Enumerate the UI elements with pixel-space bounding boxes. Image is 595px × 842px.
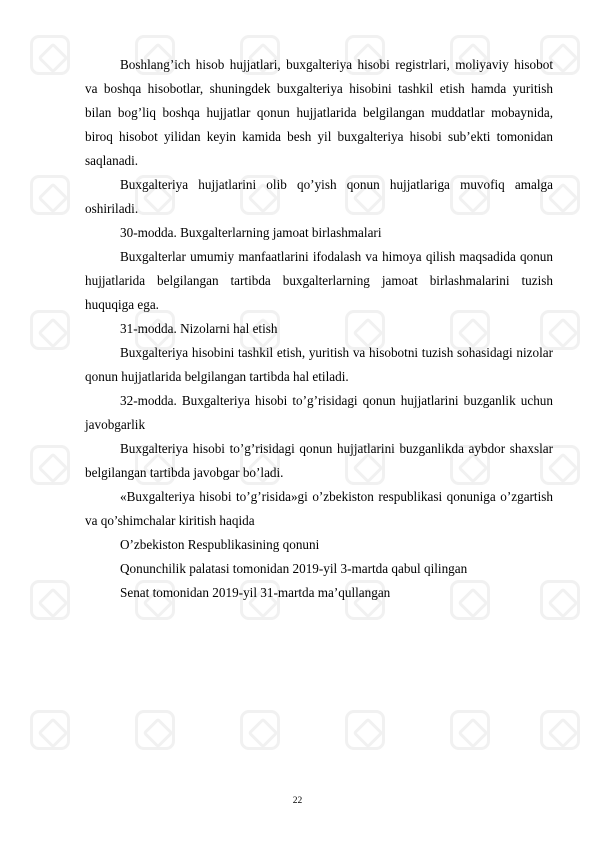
paragraph-liability: Buxgalteriya hisobi to’g’risidagi qonun hujjatlarini buzganlikda aybdor shaxslar belgilangan tartibda javobgar bo’ladi. xyxy=(85,441,553,480)
law-amendment-title: «Buxgalteriya hisobi to’g’risida»gi o’zbekiston respublikasi qonuniga o’zgartish va qo’shimchalar kiritish haqida xyxy=(85,489,553,528)
watermark-logo xyxy=(135,710,175,750)
article-32-heading: 32-modda. Buxgalteriya hisobi to’g’risidagi qonun hujjatlarini buzganlik uchun javobgarlik xyxy=(85,393,553,432)
watermark-logo xyxy=(30,580,70,620)
document-body xyxy=(85,53,553,605)
paragraph-storage-period: Boshlang’ich hisob hujjatlari, buxgalteriya hisobi registrlari, moliyaviy hisobot va boshqa hisobotlar, shuningdek buxgalteriya hisobini tashkil etish hamda yuritish bilan bog’liq boshqa hujjatlar qonun hujjatlarida belgilangan muddatlar mobaynida, biroq hisobot yilidan keyin kamida besh yil buxgalteriya hisobi sub’ekti tomonidan saqlanadi. xyxy=(85,57,553,168)
article-30-heading: 30-modda. Buxgalterlarning jamoat birlashmalari xyxy=(120,225,382,240)
paragraph-public-associations: Buxgalterlar umumiy manfaatlarini ifodalash va himoya qilish maqsadida qonun hujjatlarida belgilangan tartibda buxgalterlarning jamoat birlashmalarini tuzish huquqiga ega. xyxy=(85,249,553,312)
watermark-logo xyxy=(30,175,70,215)
watermark-logo xyxy=(30,310,70,350)
law-type: O’zbekiston Respublikasining qonuni xyxy=(120,537,320,552)
page-number: 22 xyxy=(292,796,303,806)
watermark-logo xyxy=(240,710,280,750)
adoption-date: Qonunchilik palatasi tomonidan 2019-yil 3-martda qabul qilingan xyxy=(120,561,468,576)
article-31-heading: 31-modda. Nizolarni hal etish xyxy=(120,321,278,336)
paragraph-seizure: Buxgalteriya hujjatlarini olib qo’yish qonun hujjatlariga muvofiq amalga oshiriladi. xyxy=(85,177,553,216)
watermark-logo xyxy=(30,445,70,485)
watermark-logo xyxy=(30,35,70,75)
watermark-logo xyxy=(30,710,70,750)
watermark-logo xyxy=(345,710,385,750)
watermark-logo xyxy=(450,710,490,750)
watermark-logo xyxy=(540,710,580,750)
paragraph-disputes: Buxgalteriya hisobini tashkil etish, yuritish va hisobotni tuzish sohasidagi nizolar qonun hujjatlarida belgilangan tartibda hal etiladi. xyxy=(85,345,553,384)
approval-date: Senat tomonidan 2019-yil 31-martda ma’qullangan xyxy=(120,585,391,600)
